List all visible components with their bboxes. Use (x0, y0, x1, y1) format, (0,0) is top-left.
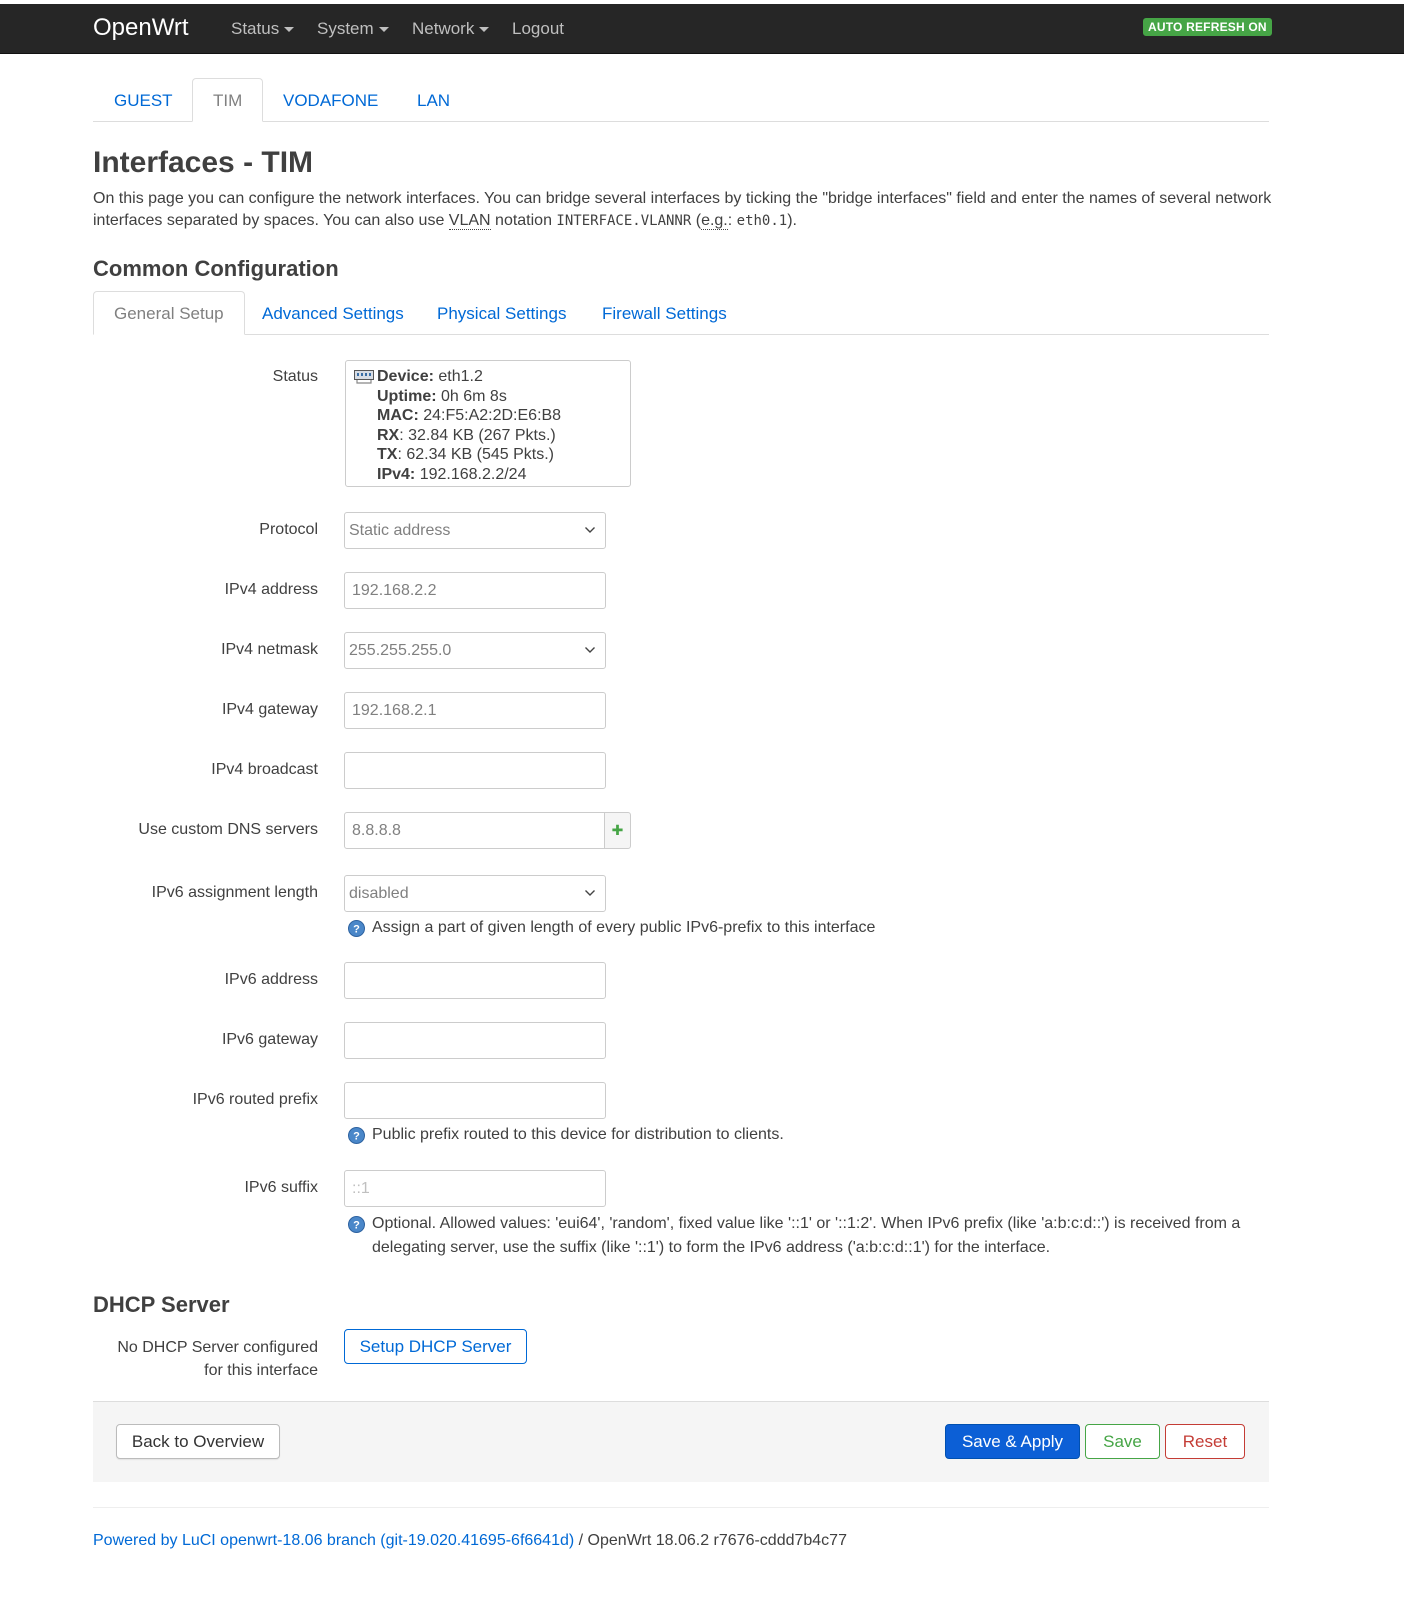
status-ipv4 (377, 465, 622, 485)
config-tabs (93, 290, 1269, 335)
dhcp-status-line1: No DHCP Server configured (117, 1339, 318, 1356)
svg-text:?: ? (353, 1219, 360, 1232)
tab-firewall-settings[interactable]: Firewall Settings (602, 304, 727, 323)
status-uptime-key: Uptime: (377, 387, 437, 405)
save-button[interactable]: Save (1085, 1424, 1160, 1459)
interface-tabs (93, 77, 1269, 122)
ipv4-netmask-select[interactable] (344, 632, 606, 669)
desc-text-5: ). (787, 212, 797, 229)
status-tx-value: : 62.34 KB (545 Pkts.) (397, 446, 554, 463)
svg-text:?: ? (353, 923, 360, 936)
status-box (345, 360, 631, 487)
status-tx-key: TX (377, 446, 398, 463)
dhcp-status-label (93, 1336, 318, 1382)
tab-advanced-settings[interactable]: Advanced Settings (262, 304, 404, 323)
svg-text:?: ? (353, 1130, 360, 1143)
ipv4-address-input[interactable]: 192.168.2.2 (344, 572, 606, 609)
brand-logo[interactable]: OpenWrt (93, 14, 189, 41)
common-config-heading: Common Configuration (93, 256, 339, 281)
menu-network[interactable] (412, 19, 489, 39)
ipv6-gateway-label: IPv6 gateway (221, 1031, 318, 1048)
ipv4-gateway-input[interactable]: 192.168.2.1 (344, 692, 606, 729)
tab-guest[interactable]: GUEST (114, 91, 173, 110)
network-port-icon (354, 369, 374, 385)
luci-link[interactable]: Powered by LuCI openwrt-18.06 branch (git-19.020.41695-6f6641d) (93, 1532, 575, 1549)
tab-tim[interactable]: TIM (192, 78, 263, 122)
ipv4-gateway-label: IPv4 gateway (221, 701, 318, 718)
ipv4-address-label: IPv4 address (224, 581, 318, 598)
question-icon (348, 920, 365, 937)
auto-refresh-badge[interactable]: AUTO REFRESH ON (1143, 18, 1272, 36)
footer-divider (93, 1507, 1269, 1508)
ipv6-assign-label: IPv6 assignment length (151, 884, 318, 901)
menu-status-label: Status (231, 19, 280, 38)
ipv6-prefix-hint (348, 1123, 1248, 1147)
ipv6-assign-select[interactable] (344, 875, 606, 912)
plus-icon: ✚ (611, 822, 624, 838)
add-dns-button[interactable] (604, 812, 631, 849)
dns-input[interactable]: 8.8.8.8 (344, 812, 606, 849)
form-actions (93, 1401, 1269, 1482)
ipv4-broadcast-label: IPv4 broadcast (211, 761, 318, 778)
ipv6-gateway-input[interactable] (344, 1022, 606, 1059)
dhcp-heading: DHCP Server (93, 1292, 230, 1317)
status-ipv4-key: IPv4: (377, 465, 416, 483)
ipv6-address-label: IPv6 address (224, 971, 318, 988)
ipv6-suffix-input[interactable]: ::1 (344, 1170, 606, 1207)
tab-lan[interactable]: LAN (417, 91, 451, 110)
desc-text-3: ( (691, 212, 702, 229)
protocol-select[interactable] (344, 512, 606, 549)
status-device-key: Device: (377, 368, 434, 385)
chevron-down-icon (585, 525, 595, 535)
chevron-down-icon (585, 888, 595, 898)
ipv6-assign-value: disabled (349, 885, 409, 902)
question-icon (348, 1216, 365, 1233)
ipv6-suffix-hint-text: Optional. Allowed values: 'eui64', 'random', fixed value like '::1' or '::1:2'. When IPv6 prefix (like 'a:b:c:d::') is received from a delegating server, use the suffix (like '::1') to form the IPv6 address ('a:b:c:d::1') for the interface. (372, 1215, 1241, 1256)
status-uptime-value: 0h 6m 8s (441, 387, 507, 405)
status-rx-key: RX (377, 426, 400, 444)
ipv6-assign-hint-text: Assign a part of given length of every public IPv6-prefix to this interface (372, 919, 876, 936)
footer-version: / OpenWrt 18.06.2 r7676-cddd7b4c77 (574, 1532, 847, 1549)
status-tx (377, 445, 622, 465)
protocol-value: Static address (349, 522, 451, 539)
reset-button[interactable]: Reset (1165, 1424, 1245, 1459)
desc-text-2: notation (490, 212, 557, 229)
page-description (93, 188, 1273, 232)
desc-text-4: : (727, 212, 737, 229)
status-device (377, 367, 622, 387)
status-mac-key: MAC: (377, 407, 419, 424)
status-device-value: eth1.2 (438, 368, 483, 385)
top-navbar (0, 4, 1404, 54)
status-rx-value: : 32.84 KB (267 Pkts.) (399, 426, 556, 444)
eg-abbr: e.g. (701, 212, 728, 229)
menu-system-label: System (317, 19, 374, 38)
ipv6-assign-hint (348, 916, 1248, 940)
menu-network-label: Network (412, 19, 475, 38)
caret-down-icon (284, 27, 294, 32)
tab-physical-settings[interactable]: Physical Settings (437, 304, 567, 323)
dns-label: Use custom DNS servers (138, 821, 318, 838)
example-code: eth0.1 (736, 213, 788, 229)
desc-text-1: On this page you can configure the network interfaces. You can bridge several interfaces by ticking the "bridge interfaces" field and enter the names of several network interfaces separated by spaces. You can also use (93, 190, 1272, 229)
vlan-abbr: VLAN (448, 212, 491, 229)
notation-code: INTERFACE.VLANNR (556, 213, 692, 229)
ipv6-address-input[interactable] (344, 962, 606, 999)
ipv6-prefix-input[interactable] (344, 1082, 606, 1119)
ipv4-broadcast-input[interactable] (344, 752, 606, 789)
status-label: Status (272, 368, 318, 385)
menu-system[interactable] (317, 19, 389, 39)
status-ipv4-value: 192.168.2.2/24 (419, 465, 527, 483)
status-uptime (377, 387, 622, 407)
ipv6-prefix-label: IPv6 routed prefix (192, 1091, 318, 1108)
question-icon (348, 1127, 365, 1144)
ipv4-netmask-value: 255.255.255.0 (349, 642, 452, 659)
ipv6-prefix-hint-text: Public prefix routed to this device for distribution to clients. (372, 1126, 784, 1143)
footer (93, 1532, 847, 1550)
tab-vodafone[interactable]: VODAFONE (283, 91, 379, 110)
dhcp-status-line2: for this interface (204, 1362, 318, 1379)
save-apply-button[interactable]: Save & Apply (945, 1424, 1080, 1459)
menu-logout[interactable]: Logout (512, 19, 564, 38)
menu-status[interactable] (231, 19, 294, 39)
setup-dhcp-button[interactable]: Setup DHCP Server (344, 1329, 527, 1364)
page-title: Interfaces - TIM (93, 146, 314, 179)
back-to-overview-button[interactable]: Back to Overview (116, 1424, 280, 1459)
caret-down-icon (379, 27, 389, 32)
ipv4-netmask-label: IPv4 netmask (221, 641, 318, 658)
chevron-down-icon (585, 645, 595, 655)
ipv6-suffix-hint (348, 1212, 1266, 1260)
tab-general-setup[interactable]: General Setup (93, 291, 245, 335)
caret-down-icon (479, 27, 489, 32)
protocol-label: Protocol (259, 521, 318, 538)
status-mac (377, 406, 622, 426)
ipv6-suffix-label: IPv6 suffix (244, 1179, 318, 1196)
status-rx (377, 426, 622, 446)
status-mac-value: 24:F5:A2:2D:E6:B8 (423, 407, 562, 424)
